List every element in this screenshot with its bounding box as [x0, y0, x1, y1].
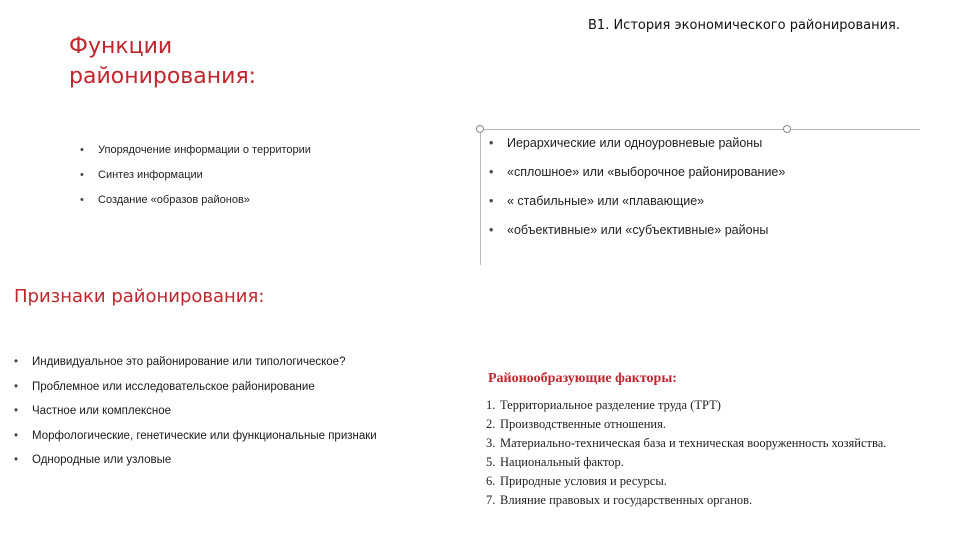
item-text: Природные условия и ресурсы.	[500, 474, 667, 488]
list-item: • «объективные» или «субъективные» районы	[489, 222, 929, 251]
list-item: • Создание «образов районов»	[80, 192, 410, 217]
item-text: Производственные отношения.	[500, 417, 666, 431]
item-number: 2.	[486, 417, 496, 431]
list-item: • «сплошное» или «выборочное районирование»	[489, 164, 929, 193]
signs-title: Признаки районирования:	[14, 286, 265, 307]
list-item: • Морфологические, генетические или функциональные признаки	[14, 428, 454, 453]
resize-handle-icon[interactable]	[783, 125, 791, 133]
factors-title: Районообразующие факторы:	[488, 371, 677, 386]
list-item: • Иерархические или одноуровневые районы	[489, 135, 929, 164]
item-number: 1.	[486, 398, 496, 412]
resize-handle-icon[interactable]	[476, 125, 484, 133]
item-text: Территориальное разделение труда (ТРТ)	[500, 398, 721, 412]
item-number: 7.	[486, 493, 496, 507]
selection-frame-top-edge	[480, 129, 920, 130]
list-item: • Синтез информации	[80, 167, 410, 192]
factors-list	[486, 397, 946, 511]
list-item: • Однородные или узловые	[14, 452, 454, 477]
item-number: 3.	[486, 436, 496, 450]
list-item: • Проблемное или исследовательское районирование	[14, 379, 454, 404]
list-item	[486, 473, 946, 492]
list-item: • Частное или комплексное	[14, 403, 454, 428]
regionalization-types-list	[489, 135, 929, 251]
item-number: 5.	[486, 455, 496, 469]
list-item: • « стабильные» или «плавающие»	[489, 193, 929, 222]
item-text: Влияние правовых и государственных органов.	[500, 493, 753, 507]
list-item: • Индивидуальное это районирование или типологическое?	[14, 354, 454, 379]
functions-list	[80, 142, 410, 217]
list-item	[486, 492, 946, 511]
section-heading: В1. История экономического районирования.	[588, 18, 901, 33]
list-item	[486, 454, 946, 473]
item-text: Национальный фактор.	[500, 455, 624, 469]
list-item	[486, 435, 946, 454]
selection-frame-left-edge	[480, 129, 481, 265]
item-number: 6.	[486, 474, 496, 488]
item-text: Материально-техническая база и техническая вооруженность хозяйства.	[500, 436, 887, 450]
functions-title: Функции районирования:	[69, 34, 257, 89]
signs-list	[14, 354, 454, 477]
list-item	[486, 416, 946, 435]
list-item	[486, 397, 946, 416]
list-item: • Упорядочение информации о территории	[80, 142, 410, 167]
